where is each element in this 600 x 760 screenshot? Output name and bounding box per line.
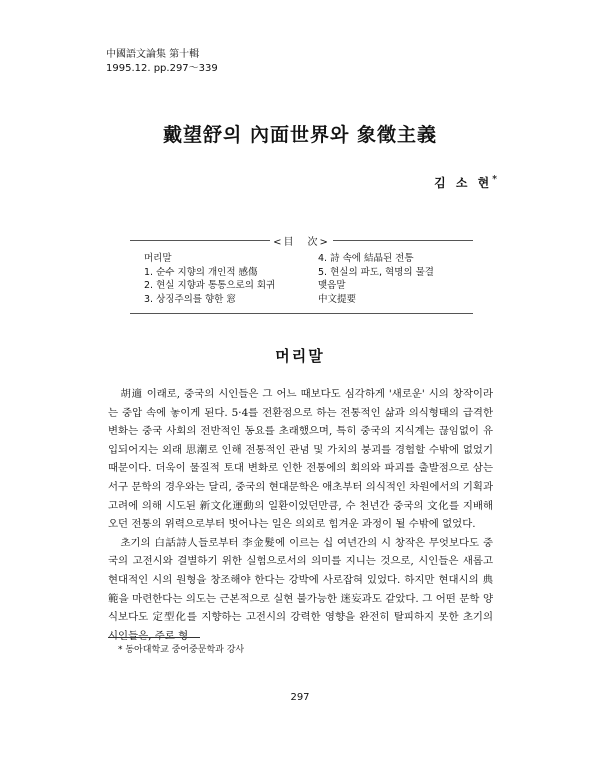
toc-left-column: [144, 252, 275, 306]
journal-info: [106, 48, 218, 76]
body-text: [108, 385, 493, 645]
toc-rule-right: [333, 240, 473, 241]
section-heading: 머리말: [275, 347, 325, 365]
page-number: 297: [290, 692, 310, 703]
toc-header: [130, 233, 473, 247]
toc-item: 5. 현실의 파도, 혁명의 물결: [318, 266, 434, 278]
author-name: 김 소 현: [434, 176, 493, 190]
toc-item: 머리말: [144, 253, 172, 264]
footnote: * 동아대학교 중어중문학과 강사: [118, 645, 245, 655]
journal-issue: 1995.12. pp.297～339: [106, 63, 218, 74]
article-title: 戴望舒의 內面世界와 象徵主義: [163, 124, 437, 146]
paragraph: 초기의 白話詩人들로부터 李金髮에 이르는 십 여년간의 시 창작은 무엇보다도 중국의 고전시와 결별하기 위한 실험으로서의 의미를 지니는 것으로, 시인들은 새롭고 현대적인 시의 원형을 창조해야 한다는 강박에 사로잡혀 있었다. 하지만 현대시의 典範을 마련한다는 의도는 근본적으로 실현 불가능한 迷妄과도 같았다. 그 어떤 문학 양식보다도 定型化를 지향하는 고전시의 강력한 영향을 완전히 탈피하지 못한 초기의 시인들은, 주로 형: [108, 536, 493, 642]
toc-heading: <目 次>: [273, 237, 330, 248]
toc-rule-left: [130, 240, 270, 241]
footnote-divider: [108, 637, 200, 638]
table-of-contents: [130, 233, 473, 314]
toc-item: 1. 순수 지향의 개인적 感傷: [144, 266, 258, 278]
author-line: [434, 174, 497, 191]
toc-item: 맺음말: [318, 280, 346, 291]
toc-item: 中文提要: [318, 293, 357, 305]
toc-item: 2. 현실 지향과 통통으로의 회귀: [144, 280, 276, 291]
toc-item: 4. 詩 속에 結晶된 전통: [318, 253, 414, 264]
journal-name: 中國語文論集 第十輯: [106, 49, 200, 60]
paragraph: 胡適 이래로, 중국의 시인들은 그 어느 때보다도 심각하게 '새로운' 시의 창작이라는 중압 속에 놓이게 된다. 5·4를 전환점으로 하는 전통적인 삶과 의식형태의 급격한 변화는 중국 사회의 전반적인 동요를 초래했으며, 특히 중국의 지식계는 끊임없이 유입되어지는 외래 思潮로 인해 전통적인 관념 및 가치의 붕괴를 경험할 수밖에 없었기 때문이다. 더욱이 물질적 토대 변화로 인한 전통에의 회의와 파괴를 출발점으로 삼는 서구 문학의 경우와는 달리, 중국의 현대문학은 애초부터 의식적인 차원에서의 기획과 고려에 의해 시도된 新文化運動의 일환이었던만큼, 수 천년간 중국의 文化를 지배해 오던 전통의 위력으로부터 벗어나는 일은 의외로 힘겨운 과정이 될 수밖에 없었다.: [108, 388, 493, 531]
author-footnote-mark: *: [492, 175, 497, 185]
toc-item: 3. 상징주의를 향한 窓: [144, 293, 236, 305]
toc-right-column: [318, 252, 434, 306]
